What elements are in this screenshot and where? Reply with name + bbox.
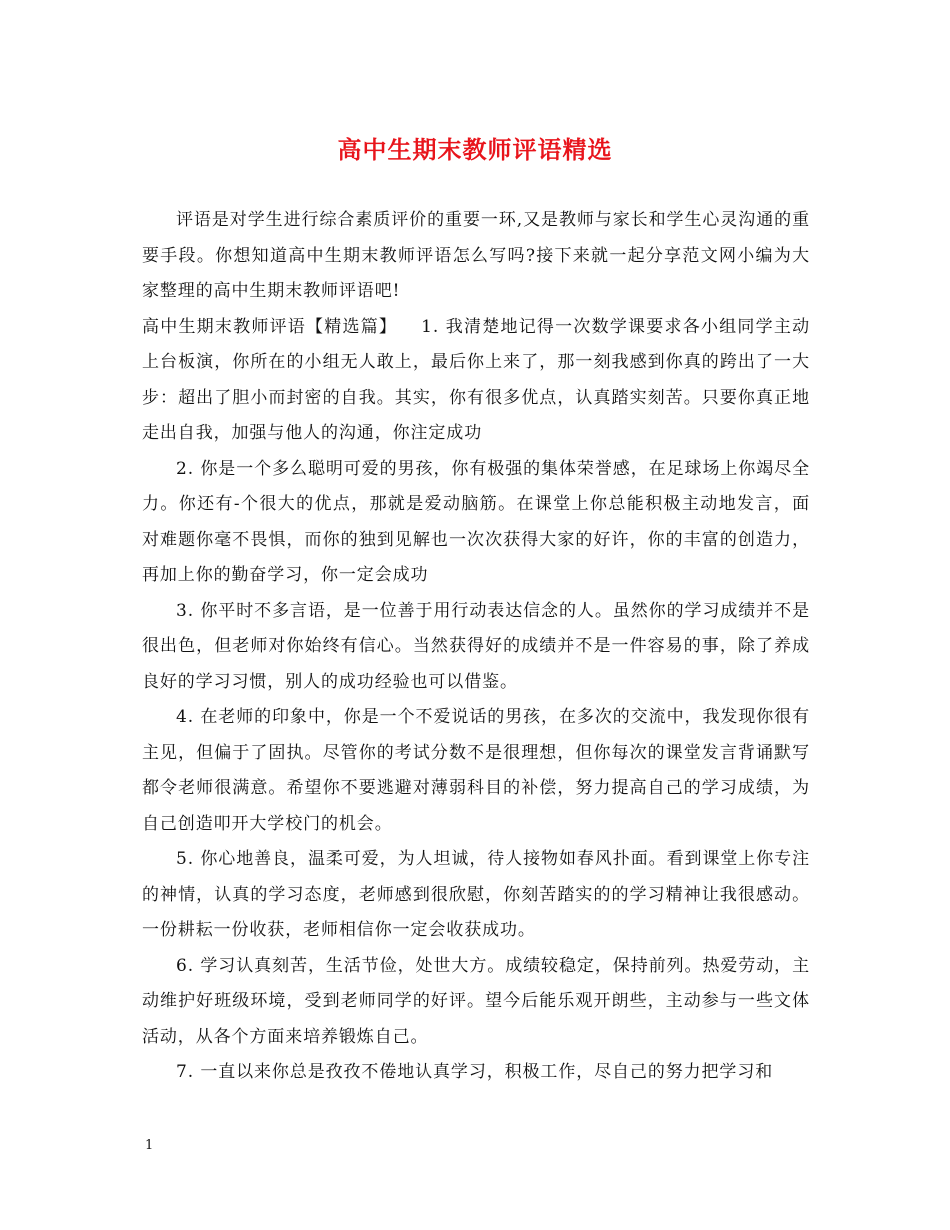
- comment-item-7: 7. 一直以来你总是孜孜不倦地认真学习，积极工作，尽自己的努力把学习和: [176, 1062, 774, 1082]
- intro-paragraph: 评语是对学生进行综合素质评价的重要一环,又是教师与家长和学生心灵沟通的重要手段。你想知道高中生期末教师评语怎么写吗?接下来就一起分享范文网小编为大家整理的高中生期末教师评语吧!: [142, 210, 810, 301]
- document-title: 高中生期末教师评语精选: [337, 135, 613, 164]
- comment-item-2: 2. 你是一个多么聪明可爱的男孩，你有极强的集体荣誉感，在足球场上你竭尽全力。你还有-个很大的优点，那就是爱动脑筋。在课堂上你总能积极主动地发言，面对难题你毫不畏惧，而你的独到见解也一次次获得大家的好许，你的丰富的创造力，再加上你的勤奋学习，你一定会成功: [142, 458, 810, 585]
- page-number: 1: [145, 1138, 154, 1153]
- comment-item-1: 1. 我清楚地记得一次数学课要求各小组同学主动上台板演，你所在的小组无人敢上，最后你上来了，那一刻我感到你真的跨出了一大步：超出了胆小而封密的自我。其实，你有很多优点，认真踏实刻苦。只要你真正地走出自我，加强与他人的沟通，你注定成功: [142, 316, 810, 443]
- first-item-paragraph: [142, 310, 810, 452]
- comment-item-3: 3. 你平时不多言语，是一位善于用行动表达信念的人。虽然你的学习成绩并不是很出色，但老师对你始终有信心。当然获得好的成绩并不是一件容易的事，除了养成良好的学习习惯，别人的成功经验也可以借鉴。: [142, 600, 810, 692]
- comment-item-6: 6. 学习认真刻苦，生活节俭，处世大方。成绩较稳定，保持前列。热爱劳动，主动维护好班级环境，受到老师同学的好评。望今后能乐观开朗些，主动参与一些文体活动，从各个方面来培养锻炼自己。: [142, 955, 810, 1047]
- section-label: 高中生期末教师评语【精选篇】: [142, 316, 398, 337]
- comment-item-4: 4. 在老师的印象中，你是一个不爱说话的男孩，在多次的交流中，我发现你很有主见，但偏于了固执。尽管你的考试分数不是很理想，但你每次的课堂发言背诵默写都令老师很满意。希望你不要逃避对薄弱科目的补偿，努力提高自己的学习成绩，为自己创造叩开大学校门的机会。: [142, 707, 810, 834]
- document-body: [142, 203, 810, 1091]
- comment-item-5: 5. 你心地善良，温柔可爱，为人坦诚，待人接物如春风扑面。看到课堂上你专注的神情，认真的学习态度，老师感到很欣慰，你刻苦踏实的的学习精神让我很感动。一份耕耘一份收获，老师相信你一定会收获成功。: [142, 849, 810, 940]
